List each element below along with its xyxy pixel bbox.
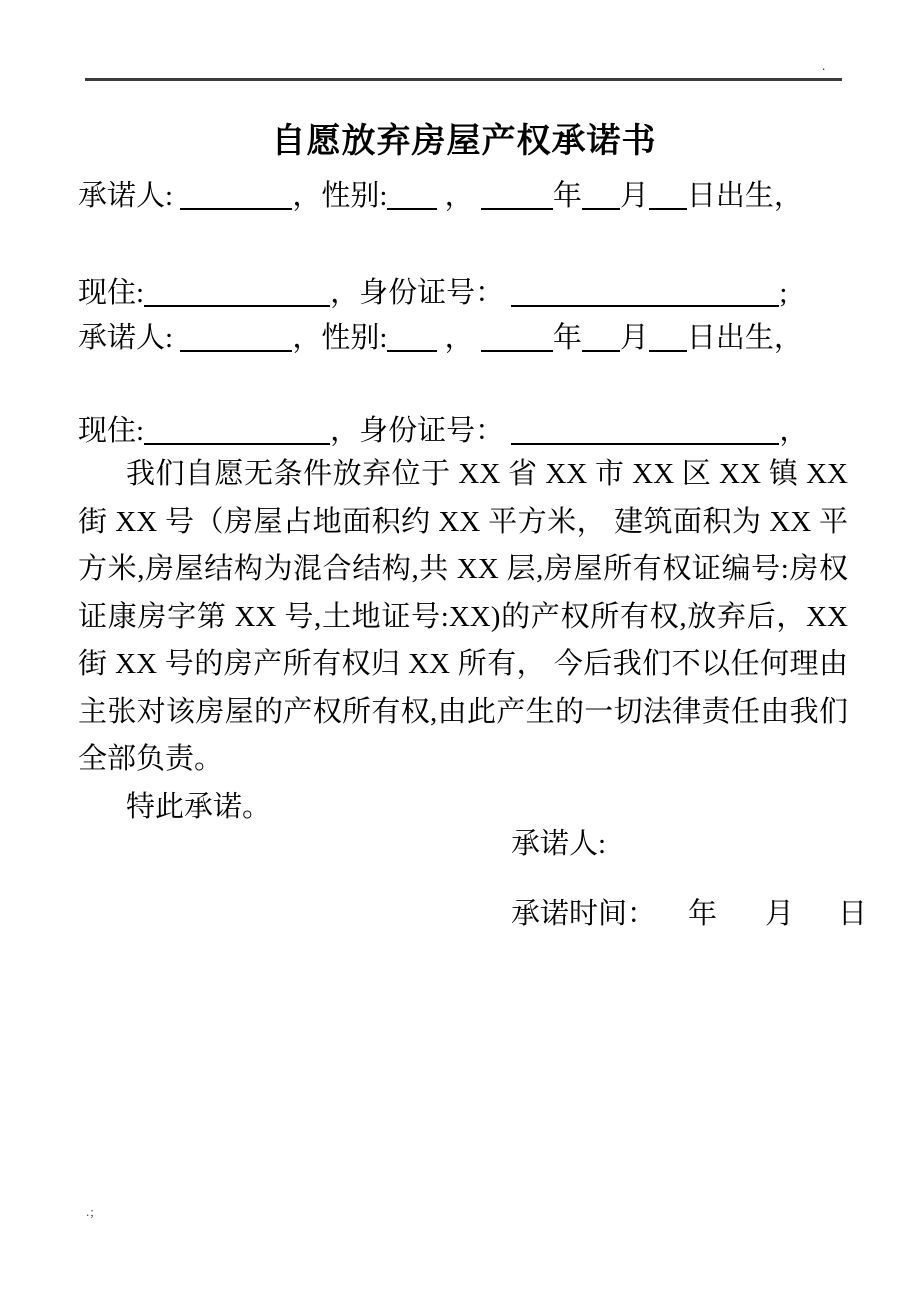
promisor-line-2 xyxy=(78,315,868,363)
address-line-1 xyxy=(78,270,868,318)
form-label-text: 现住: xyxy=(78,277,145,309)
signature-date-line xyxy=(511,891,867,939)
promisor2-birth-year-blank xyxy=(481,348,553,352)
day-label: 日 xyxy=(838,898,868,930)
main-paragraph: 我们自愿无条件放弃位于 XX 省 XX 市 XX 区 XX 镇 XX 街 XX 号（房屋占地面积约 XX 平方米， 建筑面积为 XX 平方米,房屋结构为混合结构,共 XX 层,房屋所有权证编号:房权证康房字第 XX 号,土地证号:XX)的产权所有权,放弃后，XX 街 XX 号的房产所有权归 XX 所有， 今后我们不以任何理由主张对该房屋的产权所有权,由此产生的一切法律责任由我们全部负责。 xyxy=(78,458,848,775)
form-label-text: ， xyxy=(779,415,809,447)
month-label: 月 xyxy=(765,898,795,930)
promisor1-birth-day-blank xyxy=(649,206,687,210)
form-label-text: ，身份证号： xyxy=(330,415,512,447)
signature-name-line xyxy=(511,821,606,869)
form-label-text: 现住: xyxy=(78,415,145,447)
signature-name-label: 承诺人: xyxy=(511,828,607,860)
form-label-text: ; xyxy=(779,277,788,309)
form-label-text: 年 xyxy=(552,322,582,354)
address-line-2 xyxy=(78,408,868,456)
form-label-text: ，性别: xyxy=(292,180,388,212)
promisor-line-1 xyxy=(78,173,868,221)
form-label-text: 年 xyxy=(552,180,582,212)
form-label-text: 日出生， xyxy=(686,180,803,212)
promisor2-address-blank xyxy=(144,441,330,445)
promisor2-birth-day-blank xyxy=(649,348,687,352)
body-text-block xyxy=(78,451,848,831)
closing-statement: 特此承诺。 xyxy=(126,790,272,823)
form-label-text: ， xyxy=(437,322,481,354)
promisor1-gender-blank xyxy=(387,206,437,210)
document-title: 自愿放弃房屋产权承诺书 xyxy=(271,122,657,160)
promisor2-id-number-blank xyxy=(511,441,779,445)
promisor2-gender-blank xyxy=(387,348,437,352)
promisor2-name-blank xyxy=(180,348,292,352)
year-label: 年 xyxy=(688,898,718,930)
top-right-mark: . xyxy=(822,58,826,73)
form-label-text: 承诺人: xyxy=(78,180,181,212)
form-label-text: ， xyxy=(437,180,481,212)
form-label-text: 承诺人: xyxy=(78,322,181,354)
bottom-left-mark: .; xyxy=(86,1204,95,1219)
header-rule-line xyxy=(85,78,842,81)
promisor1-name-blank xyxy=(180,206,292,210)
form-label-text: 日出生， xyxy=(686,322,803,354)
promisor1-birth-year-blank xyxy=(481,206,553,210)
promisor1-id-number-blank xyxy=(511,303,779,307)
signature-date-label: 承诺时间： xyxy=(511,898,657,930)
form-label-text: 月 xyxy=(619,322,649,354)
promisor2-birth-month-blank xyxy=(582,348,620,352)
promisor1-birth-month-blank xyxy=(582,206,620,210)
form-label-text: 月 xyxy=(619,180,649,212)
promisor1-address-blank xyxy=(144,303,330,307)
form-label-text: ，性别: xyxy=(292,322,388,354)
form-label-text: ，身份证号： xyxy=(330,277,512,309)
